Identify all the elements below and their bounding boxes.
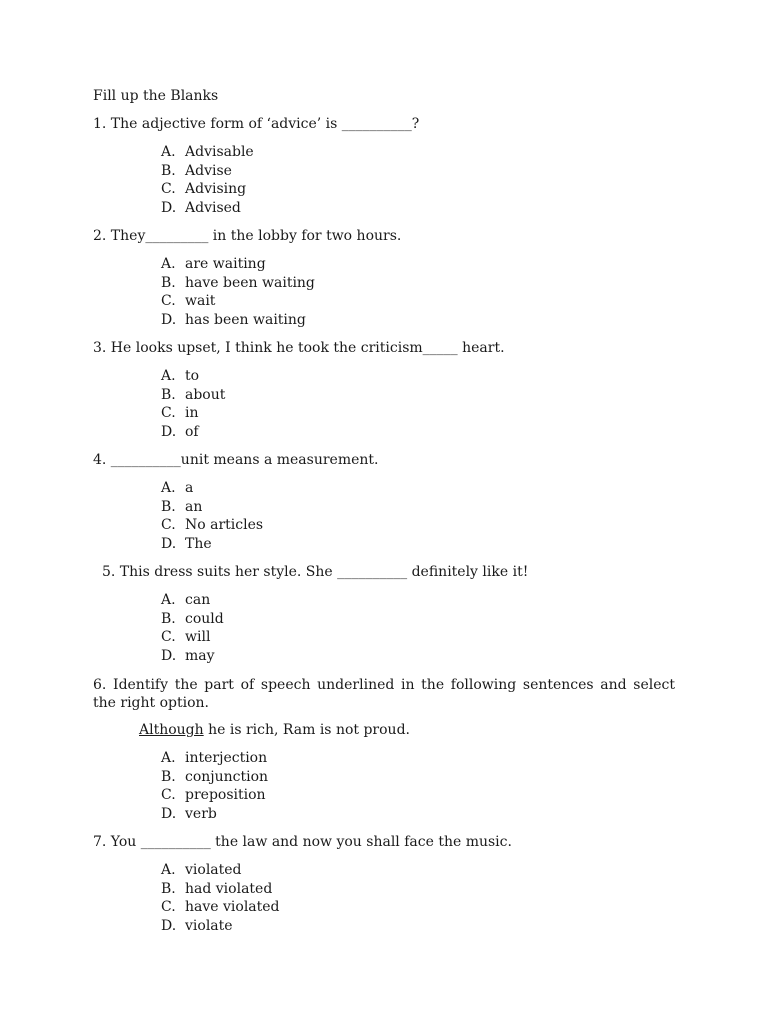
option-item <box>161 768 268 787</box>
question-2: 2. They_________ in the lobby for two hours. <box>93 228 402 244</box>
option-letter: C. <box>161 629 176 645</box>
option-letter: C. <box>161 787 176 803</box>
option-letter: D. <box>161 311 177 328</box>
option-letter: A. <box>161 368 176 384</box>
option-item <box>161 880 280 899</box>
option-letter: D. <box>161 423 177 440</box>
option-item <box>161 749 268 768</box>
option-letter: C. <box>161 517 176 533</box>
question-3-options <box>161 367 225 441</box>
question-6: 6. Identify the part of speech underlined in the following sentences and select the right option. <box>93 677 675 711</box>
option-letter: B. <box>161 274 176 291</box>
option-text: may <box>185 647 215 664</box>
option-letter: C. <box>161 405 176 421</box>
option-item <box>161 498 263 517</box>
question-1: 1. The adjective form of ‘advice’ is __________? <box>93 116 420 132</box>
option-text: Advising <box>185 181 247 197</box>
option-item <box>161 610 224 629</box>
question-7: 7. You __________ the law and now you shall face the music. <box>93 834 512 850</box>
option-letter: B. <box>161 768 176 785</box>
option-item <box>161 917 280 936</box>
option-text: of <box>185 423 199 440</box>
option-item <box>161 898 280 917</box>
option-item <box>161 516 263 535</box>
option-text: about <box>185 386 226 403</box>
option-letter: B. <box>161 386 176 403</box>
option-text: interjection <box>185 750 268 766</box>
option-text: conjunction <box>185 768 269 785</box>
option-item <box>161 786 268 805</box>
option-item <box>161 805 268 824</box>
option-text: No articles <box>185 517 264 533</box>
option-letter: D. <box>161 805 177 822</box>
option-text: an <box>185 498 203 515</box>
option-text: are waiting <box>185 256 266 272</box>
option-item <box>161 367 225 386</box>
option-letter: B. <box>161 498 176 515</box>
option-text: had violated <box>185 880 273 897</box>
option-item <box>161 628 224 647</box>
option-text: Advise <box>185 162 232 179</box>
option-item <box>161 479 263 498</box>
option-letter: B. <box>161 610 176 627</box>
option-text: verb <box>185 805 217 822</box>
option-item <box>161 311 315 330</box>
option-letter: C. <box>161 899 176 915</box>
option-text: to <box>185 368 200 384</box>
option-item <box>161 423 225 442</box>
option-letter: A. <box>161 144 176 160</box>
option-item <box>161 143 254 162</box>
option-letter: D. <box>161 199 177 216</box>
option-item <box>161 404 225 423</box>
option-item <box>161 180 254 199</box>
question-6-options <box>161 749 268 823</box>
option-letter: A. <box>161 480 176 496</box>
option-item <box>161 386 225 405</box>
option-text: will <box>185 629 211 645</box>
option-item <box>161 199 254 218</box>
option-text: have violated <box>185 899 280 915</box>
question-3: 3. He looks upset, I think he took the criticism_____ heart. <box>93 340 505 356</box>
option-letter: C. <box>161 181 176 197</box>
option-text: The <box>185 535 212 552</box>
example-rest: he is rich, Ram is not proud. <box>203 722 410 738</box>
option-letter: A. <box>161 256 176 272</box>
question-2-options <box>161 255 315 329</box>
question-5: 5. This dress suits her style. She __________ definitely like it! <box>102 564 529 580</box>
option-letter: C. <box>161 293 176 309</box>
option-item <box>161 647 224 666</box>
question-7-options <box>161 861 280 935</box>
option-item <box>161 861 280 880</box>
option-text: violated <box>185 862 242 878</box>
option-text: Advisable <box>185 144 254 160</box>
option-letter: A. <box>161 592 176 608</box>
option-text: in <box>185 405 199 421</box>
question-4: 4. __________unit means a measurement. <box>93 452 379 468</box>
option-text: violate <box>185 917 233 934</box>
worksheet-heading: Fill up the Blanks <box>93 88 219 104</box>
option-letter: D. <box>161 535 177 552</box>
option-letter: A. <box>161 862 176 878</box>
question-6-example-sentence <box>139 722 410 738</box>
option-item <box>161 162 254 181</box>
option-text: has been waiting <box>185 311 306 328</box>
option-text: Advised <box>185 199 241 216</box>
option-text: wait <box>185 293 216 309</box>
option-letter: A. <box>161 750 176 766</box>
option-letter: B. <box>161 162 176 179</box>
option-text: preposition <box>185 787 266 803</box>
question-4-options <box>161 479 263 553</box>
option-letter: D. <box>161 917 177 934</box>
option-text: have been waiting <box>185 274 315 291</box>
option-item <box>161 535 263 554</box>
question-5-options <box>161 591 224 665</box>
option-letter: D. <box>161 647 177 664</box>
option-item <box>161 255 315 274</box>
option-text: could <box>185 610 224 627</box>
option-text: a <box>185 480 194 496</box>
option-item <box>161 274 315 293</box>
option-item <box>161 292 315 311</box>
option-letter: B. <box>161 880 176 897</box>
option-text: can <box>185 592 211 608</box>
option-item <box>161 591 224 610</box>
question-1-options <box>161 143 254 217</box>
underlined-word: Although <box>139 722 204 738</box>
